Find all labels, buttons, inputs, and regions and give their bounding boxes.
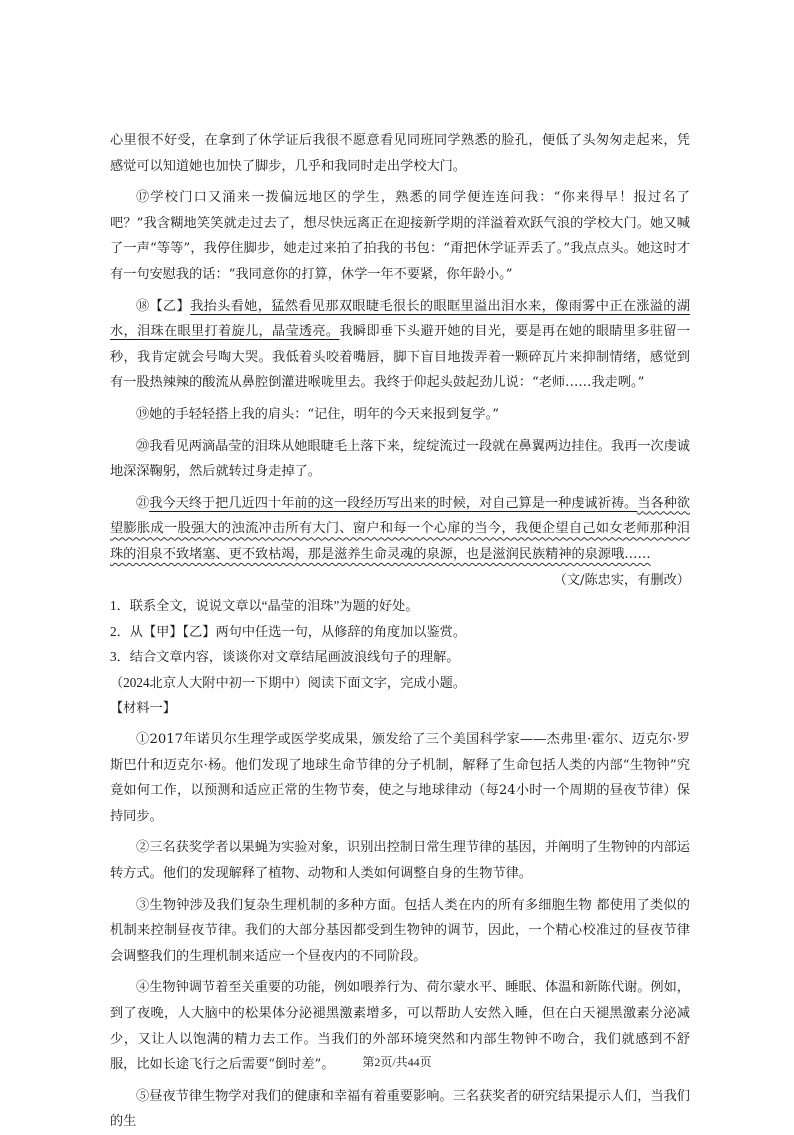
material-paragraph-1: ①2017年诺贝尔生理学或医学奖成果，颁发给了三个美国科学家——杰弗里·霍尔、迈克尔·罗斯巴什和迈克尔·杨。他们发现了地球生命节律的分子机制，解释了生命包括人类的内部“生物钟”究竟如何工作，以预测和适应正常的生物节奏，使之与地球律动（每24小时一个周期的昼夜节律）保持同步。 <box>110 732 690 824</box>
paragraph-18-rest: 我瞬即垂下头避开她的目光，要是再在她的眼睛里多驻留一秒，我肯定就会号啕大哭。我低着头咬着嘴唇，脚下盲目地拨弄着一颗碎瓦片来抑制情绪，感觉到有一股热辣辣的酸流从鼻腔倒灌进喉咙里去。我终于仰起头鼓起劲儿说：“老师……我走咧。” <box>110 324 691 391</box>
paragraph-20: ⑳我看见两滴晶莹的泪珠从她眼睫毛上落下来，绽绽流过一段就在鼻翼两边挂住。我再一次虔诚地深深鞠躬，然后就转过身走掉了。 <box>110 438 690 480</box>
material-paragraph-3: ③生物钟涉及我们复杂生理机制的多种方面。包括人类在内的所有多细胞生物 都使用了类似的机制来控制昼夜节律。我们的大部分基因都受到生物钟的调节，因此，一个精心校准过的昼夜节律会调整我们的生理机制来适应一个昼夜内的不同阶段。 <box>110 897 690 964</box>
material-label: 【材料一】 <box>110 700 176 716</box>
article-source: （文/陈忠实，有删改） <box>553 572 690 588</box>
paragraph-18-marker: ⑱【乙】 <box>136 298 191 314</box>
question-3: 3．结合文章内容，谈谈你对文章结尾画波浪线句子的理解。 <box>110 649 460 665</box>
question-2: 2．从【甲】【乙】两句中任选一句，从修辞的角度加以鉴赏。 <box>110 623 467 639</box>
paragraph-21-marker: ㉑ <box>136 495 150 511</box>
paragraph-continuation: 心里很不好受，在拿到了休学证后我很不愿意看见同班同学熟悉的脸孔，便低了头匆匆走起来，凭感觉可以知道她也加快了脚步，几乎和我同时走出学校大门。 <box>110 133 690 174</box>
underlined-sentence-yi: 我抬头看她，猛然看见那双眼睫毛很长的眼眶里溢出泪水来，像雨雾中正在涨溢的湖水，泪珠在眼里打着旋儿，晶莹透亮。 <box>110 298 691 340</box>
material-paragraph-4: ④生物钟调节着至关重要的功能，例如喂养行为、荷尔蒙水平、睡眠、体温和新陈代谢。例如，到了夜晚，人大脑中的松果体分泌褪黑激素增多，可以帮助人安然入睡，但在白天褪黑激素分泌减少，又让人以饱满的精力去工作。当我们的外部环境突然和内部生物钟不吻合，我们就感到不舒服，比如长途飞行之后需要“倒时差”。 <box>110 980 690 1073</box>
paragraph-18 <box>110 294 690 396</box>
question-1: 1．联系全文，说说文章以“晶莹的泪珠”为题的好处。 <box>110 598 419 614</box>
underlined-sentence-21: 我今天终于把几近四十年前的这一段经历写出来的时候，对自己算是一种虔诚祈祷。 <box>149 495 638 511</box>
material-paragraph-2: ②三名获奖学者以果蝇为实验对象，识别出控制日常生理节律的基因，并阐明了生物钟的内部运转方式。他们的发现解释了植物、动物和人类如何调整自身的生物节律。 <box>110 840 690 882</box>
page-number: 第2页/共44页 <box>362 1055 432 1069</box>
material-paragraph-5: ⑤昼夜节律生物学对我们的健康和幸福有着重要影响。三名获奖者的研究结果提示人们，当我们的生 <box>110 1088 690 1130</box>
paragraph-21 <box>110 491 690 568</box>
page-content <box>110 128 690 1135</box>
section-intro: （2024北京人大附中初一下期中）阅读下面文字，完成小题。 <box>110 674 467 690</box>
paragraph-19: ⑲她的手轻轻搭上我的肩头：“记住，明年的今天来报到复学。” <box>136 406 499 422</box>
paragraph-17: ⑰学校门口又涌来一拨偏远地区的学生，熟悉的同学便连连问我：“你来得早！报过名了吧？”我含糊地笑笑就走过去了，想尽快远离正在迎接新学期的洋溢着欢跃气浪的学校大门。她又喊了一声“等等”，我停住脚步，她走过来拍了拍我的书包：“甭把休学证弄丢了。”我点点头。她这时才有一句安慰我的话：“我同意你的打算，休学一年不要紧，你年龄小。” <box>110 190 690 282</box>
wavy-underlined-sentence: 当各种欲望膨胀成一股强大的浊流冲击所有大门、窗户和每一个心扉的当今，我便企望自己如女老师那种泪珠的泪泉不致堵塞、更不致枯竭，那是滋养生命灵魂的泉源，也是滋润民族精神的泉源哦…… <box>110 495 691 562</box>
